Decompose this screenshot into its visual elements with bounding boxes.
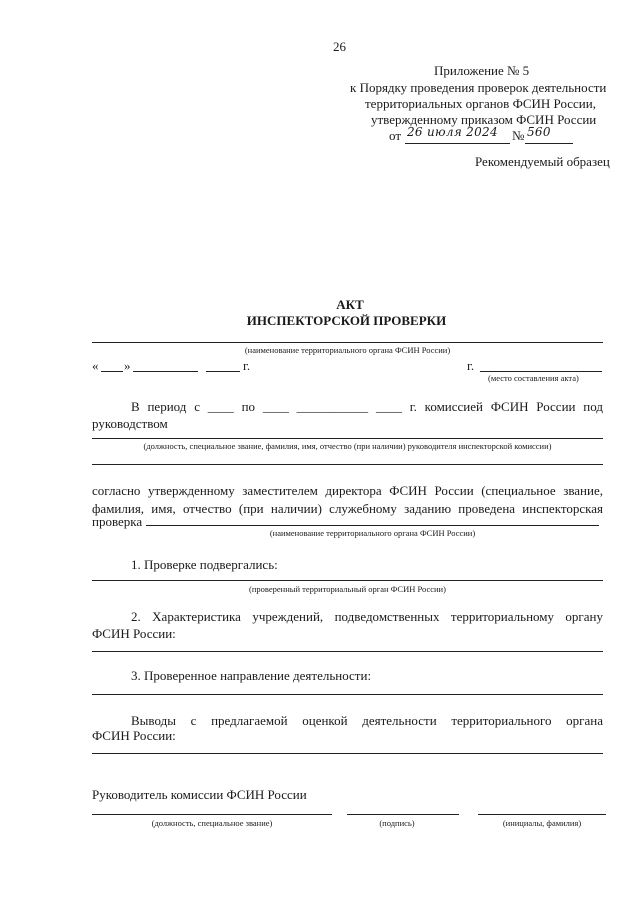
head-official-line — [92, 438, 603, 439]
recommended-sample: Рекомендуемый образец — [475, 154, 610, 169]
head-official-caption: (должность, специальное звание, фамилия, имя, отчество (при наличии) руководителя инспекторской комиссии) — [143, 441, 552, 451]
agreement-line-3: проверка — [92, 514, 143, 529]
head-official-line-2 — [92, 464, 603, 465]
signature-caption: (подпись) — [379, 818, 415, 828]
date-underline — [405, 143, 510, 144]
initials-caption: (инициалы, фамилия) — [502, 818, 582, 828]
date-close-quote: » — [124, 358, 131, 373]
position-caption: (должность, специальное звание) — [151, 818, 273, 828]
section-3-line — [92, 694, 603, 695]
header-line-1: к Порядку проведения проверок деятельности — [350, 80, 607, 95]
number-label: № — [512, 128, 525, 143]
handwritten-date: 26 июля 2024 — [407, 125, 498, 139]
conclusions-line-1: Выводы с предлагаемой оценкой деятельности территориального органа — [131, 713, 603, 728]
number-underline — [525, 143, 573, 144]
appendix-label: Приложение № 5 — [434, 63, 530, 78]
place-line — [480, 371, 602, 372]
section-3-heading: 3. Проверенное направление деятельности: — [131, 668, 372, 683]
date-month-line — [133, 371, 198, 372]
date-day-line — [101, 371, 123, 372]
title-act: АКТ — [336, 297, 364, 312]
section-1-caption: (проверенный территориальный орган ФСИН России) — [249, 584, 446, 594]
period-line-2: руководством — [92, 416, 168, 431]
commission-head-label: Руководитель комиссии ФСИН России — [92, 787, 307, 802]
place-suffix: г. — [467, 358, 475, 373]
section-2-line — [92, 651, 603, 652]
signature-line — [347, 814, 459, 815]
agreement-line-1: согласно утвержденному заместителем директора ФСИН России (специальное звание, — [92, 483, 603, 498]
initials-line — [478, 814, 606, 815]
agreement-line-2: фамилия, имя, отчество (при наличии) служебному заданию проведена инспекторская — [92, 501, 603, 516]
header-line-3: утвержденному приказом ФСИН России — [371, 112, 597, 127]
handwritten-number: 560 — [527, 125, 551, 139]
date-open-quote: « — [92, 358, 99, 373]
org-name-caption: (наименование территориального органа ФСИН России) — [244, 345, 451, 355]
date-year-line — [206, 371, 240, 372]
conclusions-line — [92, 753, 603, 754]
page-number: 26 — [333, 39, 346, 54]
from-label: от — [389, 128, 402, 143]
position-line — [92, 814, 332, 815]
section-1-heading: 1. Проверке подвергались: — [131, 557, 278, 572]
header-line-2: территориальных органов ФСИН России, — [365, 96, 596, 111]
conclusions-line-2: ФСИН России: — [92, 728, 176, 743]
inspection-org-caption: (наименование территориального органа ФСИН России) — [269, 528, 476, 538]
place-caption: (место составления акта) — [488, 373, 579, 383]
title-inspection: ИНСПЕКТОРСКОЙ ПРОВЕРКИ — [246, 313, 447, 328]
section-2-line-2: ФСИН России: — [92, 626, 176, 641]
section-2-line-1: 2. Характеристика учреждений, подведомственных территориальному органу — [131, 609, 603, 624]
org-name-line — [92, 342, 603, 343]
inspection-org-line — [146, 525, 599, 526]
date-year-suffix: г. — [243, 358, 251, 373]
section-1-line — [92, 580, 603, 581]
period-line-1: В период с ____ по ____ ___________ ____ г. комиссией ФСИН России под — [131, 399, 603, 414]
